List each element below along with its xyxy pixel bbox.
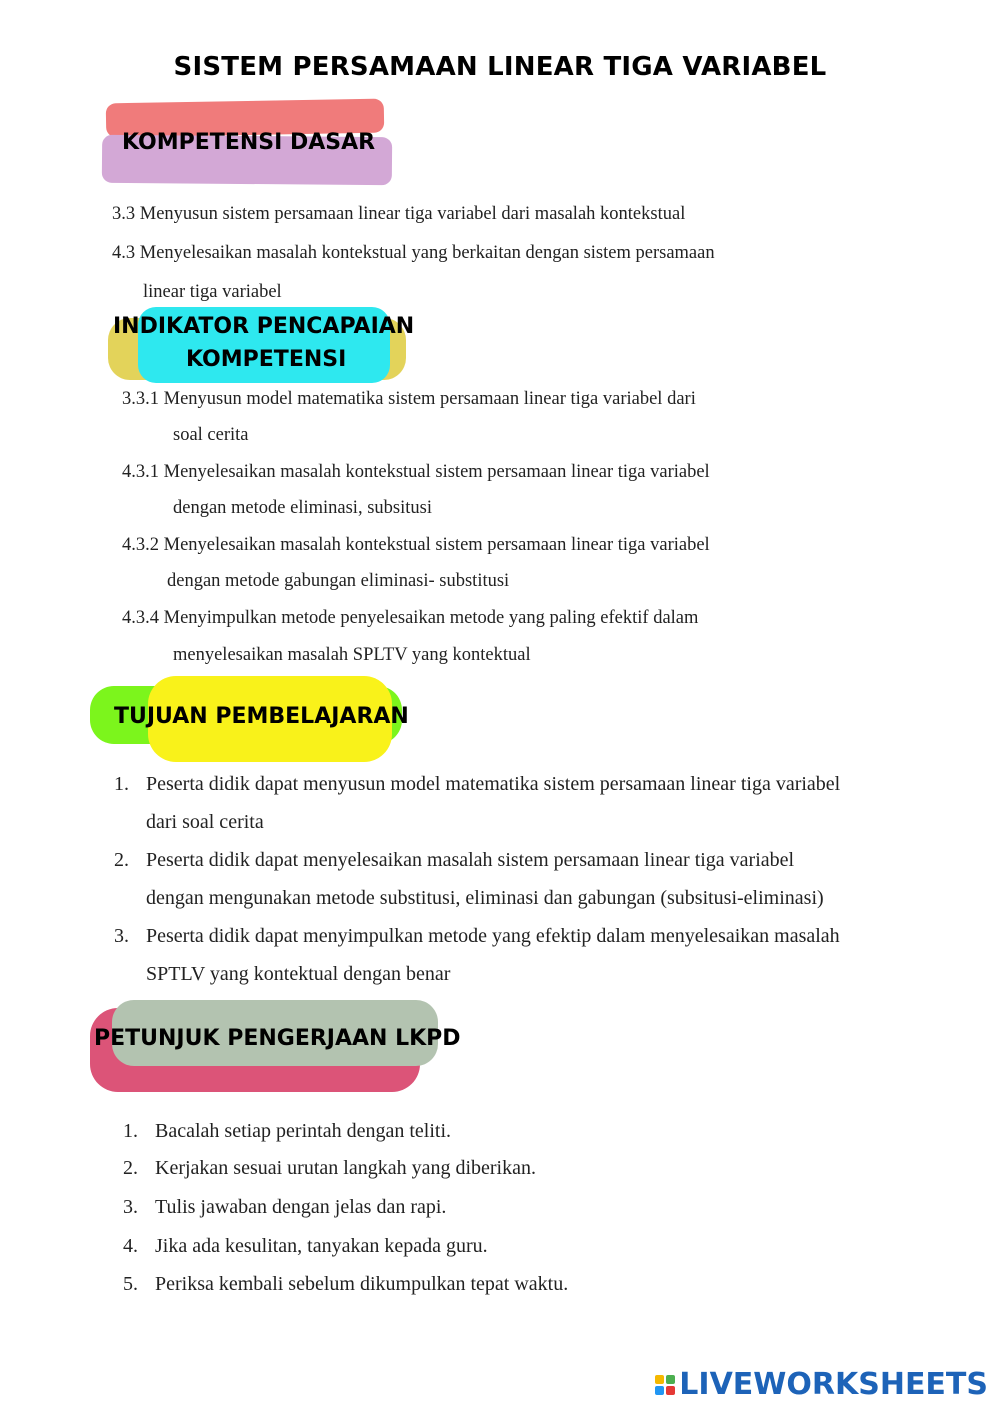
ipk-line: soal cerita xyxy=(173,425,249,445)
ipk-heading-line2: KOMPETENSI xyxy=(186,347,347,372)
page-title: SISTEM PERSAMAAN LINEAR TIGA VARIABEL xyxy=(173,52,827,82)
petunjuk-item: Kerjakan sesuai urutan langkah yang diberikan. xyxy=(155,1157,536,1179)
tujuan-item-line: Peserta didik dapat menyusun model matematika sistem persamaan linear tiga variabel xyxy=(146,773,841,795)
ipk-line: dengan metode gabungan eliminasi- substitusi xyxy=(167,571,510,591)
tujuan-item-line: Peserta didik dapat menyelesaikan masalah sistem persamaan linear tiga variabel xyxy=(146,849,795,871)
petunjuk-item: Tulis jawaban dengan jelas dan rapi. xyxy=(155,1196,447,1218)
liveworksheets-logo-text: LIVEWORKSHEETS xyxy=(679,1367,988,1402)
ipk-line: 4.3.1 Menyelesaikan masalah kontekstual sistem persamaan linear tiga variabel xyxy=(122,462,710,482)
liveworksheets-logo-icon xyxy=(655,1375,675,1395)
petunjuk-item-number: 1. xyxy=(123,1120,138,1142)
tujuan-heading: TUJUAN PEMBELAJARAN xyxy=(114,704,409,729)
tujuan-item-number: 2. xyxy=(114,849,129,871)
tujuan-item-number: 1. xyxy=(114,773,129,795)
kd-line: linear tiga variabel xyxy=(143,282,282,302)
petunjuk-item: Bacalah setiap perintah dengan teliti. xyxy=(155,1120,451,1142)
petunjuk-heading: PETUNJUK PENGERJAAN LKPD xyxy=(94,1026,461,1051)
petunjuk-item-number: 2. xyxy=(123,1157,138,1179)
liveworksheets-logo[interactable] xyxy=(655,1367,988,1402)
petunjuk-item-number: 3. xyxy=(123,1196,138,1218)
petunjuk-item: Jika ada kesulitan, tanyakan kepada guru. xyxy=(155,1235,488,1257)
kd-heading: KOMPETENSI DASAR xyxy=(122,130,376,155)
tujuan-item-line: Peserta didik dapat menyimpulkan metode yang efektip dalam menyelesaikan masalah xyxy=(146,925,840,947)
ipk-heading-line1: INDIKATOR PENCAPAIAN xyxy=(113,314,415,339)
petunjuk-item-number: 5. xyxy=(123,1273,138,1295)
tujuan-item-number: 3. xyxy=(114,925,129,947)
ipk-line: 4.3.2 Menyelesaikan masalah kontekstual sistem persamaan linear tiga variabel xyxy=(122,535,710,555)
tujuan-item-line: dari soal cerita xyxy=(146,811,264,833)
ipk-line: dengan metode eliminasi, subsitusi xyxy=(173,498,432,518)
kd-line: 4.3 Menyelesaikan masalah kontekstual yang berkaitan dengan sistem persamaan xyxy=(112,243,715,263)
tujuan-item-line: SPTLV yang kontektual dengan benar xyxy=(146,963,451,985)
kd-line: 3.3 Menyusun sistem persamaan linear tiga variabel dari masalah kontekstual xyxy=(112,204,686,224)
ipk-line: 3.3.1 Menyusun model matematika sistem persamaan linear tiga variabel dari xyxy=(122,389,696,409)
petunjuk-item-number: 4. xyxy=(123,1235,138,1257)
tujuan-item-line: dengan mengunakan metode substitusi, eliminasi dan gabungan (subsitusi-eliminasi) xyxy=(146,887,824,909)
petunjuk-item: Periksa kembali sebelum dikumpulkan tepat waktu. xyxy=(155,1273,569,1295)
ipk-line: 4.3.4 Menyimpulkan metode penyelesaikan metode yang paling efektif dalam xyxy=(122,608,699,628)
ipk-line: menyelesaikan masalah SPLTV yang kontektual xyxy=(173,645,531,665)
